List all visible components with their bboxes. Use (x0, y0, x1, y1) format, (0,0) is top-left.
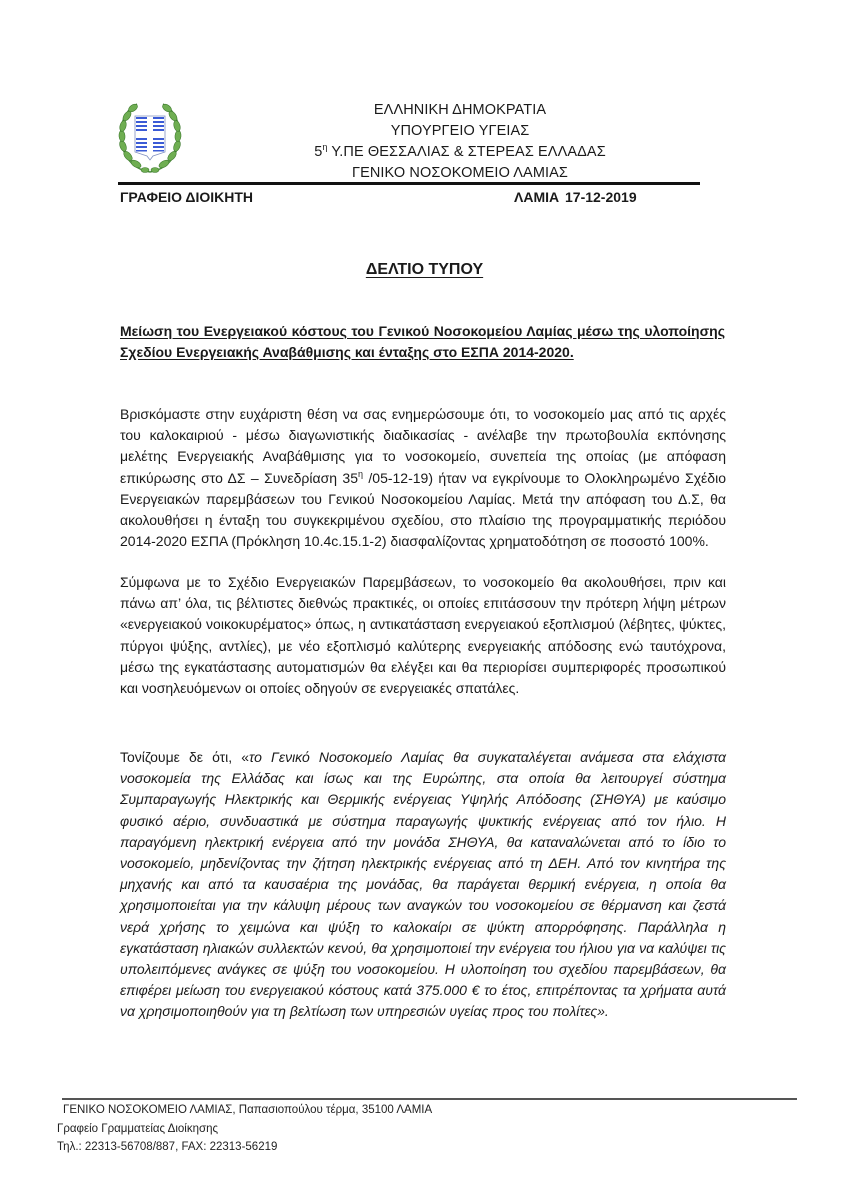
letterhead-country: ΕΛΛΗΝΙΚΗ ΔΗΜΟΚΡΑΤΙΑ (373, 102, 547, 118)
letterhead (290, 100, 630, 184)
letterhead-region: $5^\eta$ Υ.ΠΕ ΘΕΣΣΑΛΙΑΣ & ΣΤΕΡΕΑΣ ΕΛΛΑΔΑΣ (314, 142, 606, 160)
letterhead-ministry: ΥΠΟΥΡΓΕΙΟ ΥΓΕΙΑΣ (390, 123, 530, 139)
body-paragraph-2: Σύμφωνα με το Σχέδιο Ενεργειακών Παρεμβάσεων, το νοσοκομείο θα ακολουθήσει, πριν και πάνω απ’ όλα, τις βέλτιστες διεθνώς πρακτικές, οι οποίες επιτάσσουν την πρότερη λήψη μέτρων «ενεργειακού νοικοκυρέματος» όπως, η αντικατάσταση ενεργειακού εξοπλισμού (λέβητες, ψύκτες, πύργοι ψύξης, αντλίες), με νέο εξοπλισμό καλύτερης ενεργειακής απόδοσης ενώ ταυτόχρονα, μέσω της εγκατάστασης αυτοματισμών θα ελέγξει και θα περιορίσει συμπεριφορές προσωπικού και νοσηλευόμενων οι οποίες οδηγούν σε ενεργειακές σπατάλες. (120, 574, 726, 697)
press-release-subject: Μείωση του Ενεργειακού κόστους του Γενικού Νοσοκομείου Λαμίας μέσω της υλοποίησης Σχεδίου Ενεργειακής Αναβάθμισης και ένταξης στο ΕΣΠΑ 2014-2020. (120, 323, 725, 360)
quoted-statement: το Γενικό Νοσοκομείο Λαμίας θα συγκαταλέγεται ανάμεσα στα ελάχιστα νοσοκομεία της Ελλάδας και ίσως και της Ευρώπης, στα οποία θα λειτουργεί σύστημα Συμπαραγωγής Ηλεκτρικής και Θερμικής ενέργειας Υψηλής Απόδοσης (ΣΗΘΥΑ) με καύσιμο φυσικό αέριο, συνδυαστικά με σύστημα παραγωγής ψυκτικής ενέργειας από τον ήλιο. Η παραγόμενη ηλεκτρική ενέργεια από την μονάδα ΣΗΘΥΑ, θα καταναλώνεται από το ίδιο το νοσοκομείο, μηδενίζοντας την ζήτηση ηλεκτρικής ενέργειας από τη ΔΕΗ. Από τον κινητήρα της μηχανής και από τα καυσαέρια της μονάδας, θα παράγεται θερμική ενέργεια, η οποία θα χρησιμοποιείται για την κάλυψη μέρους των αναγκών του νοσοκομείου σε θέρμανση και ζεστά νερά χρήσης το χειμώνα και ψύξη το καλοκαίρι σε ψύκτη απορρόφησης. Παράλληλα η εγκατάσταση ηλιακών συλλεκτών κενού, θα χρησιμοποιεί την ενέργεια του ήλιου για να καλύψει τις υπολειπόμενες ανάγκες σε ψύξη του νοσοκομείου. Η υλοποίηση του σχεδίου παρεμβάσεων, θα επιφέρει μείωση του ενεργειακού κόστους κατά 375.000 € το έτος, επιτρέποντας τα χρήματα αυτά να χρησιμοποιηθούν για τη βελτίωση των υπηρεσιών υγείας προς του πολίτες». (120, 749, 726, 1020)
footer-address: ΓΕΝΙΚΟ ΝΟΣΟΚΟΜΕΙΟ ΛΑΜΙΑΣ, Παπασιοπούλου τέρμα, 35100 ΛΑΜΙΑ (63, 1104, 433, 1116)
body-paragraph-3: Τονίζουμε δε ότι, «το Γενικό Νοσοκομείο Λαμίας θα συγκαταλέγεται ανάμεσα στα ελάχιστα νοσοκομεία της Ελλάδας και ίσως και της Ευρώπης, στα οποία θα λειτουργεί σύστημα Συμπαραγωγής Ηλεκτρικής και Θερμικής ενέργειας Υψηλής Απόδοσης (ΣΗΘΥΑ) με καύσιμο φυσικό αέριο, συνδυαστικά με σύστημα παραγωγής ψυκτικής ενέργειας από τον ήλιο. Η παραγόμενη ηλεκτρική ενέργεια από την μονάδα ΣΗΘΥΑ, θα καταναλώνεται από το ίδιο το νοσοκομείο, μηδενίζοντας την ζήτηση ηλεκτρικής ενέργειας από τη ΔΕΗ. Από τον κινητήρα της μηχανής και από τα καυσαέρια της μονάδας, θα παράγεται θερμική ενέργεια, η οποία θα χρησιμοποιείται για την κάλυψη μέρους των αναγκών του νοσοκομείου σε θέρμανση και ζεστά νερά χρήσης το χειμώνα και ψύξη το καλοκαίρι σε ψύκτη απορρόφησης. Παράλληλα η εγκατάσταση ηλιακών συλλεκτών κενού, θα χρησιμοποιεί την ενέργεια του ήλιου για να καλύψει τις υπολειπόμενες ανάγκες σε ψύξη του νοσοκομείου. Η υλοποίηση του σχεδίου παρεμβάσεων, θα επιφέρει μείωση του ενεργειακού κόστους κατά 375.000 € το έτος, επιτρέποντας τα χρήματα αυτά να χρησιμοποιηθούν για τη βελτίωση των υπηρεσιών υγείας προς του πολίτες». (120, 749, 726, 1020)
footer-department: Γραφείο Γραμματείας Διοίκησης (57, 1122, 219, 1135)
office-label: ΓΡΑΦΕΙΟ ΔΙΟΙΚΗΤΗ (120, 189, 254, 205)
letterhead-hospital: ΓΕΝΙΚΟ ΝΟΣΟΚΟΜΕΙΟ ΛΑΜΙΑΣ (352, 165, 568, 181)
footer-divider (62, 1098, 797, 1100)
document-title: ΔΕΛΤΙΟ ΤΥΠΟΥ (365, 261, 484, 278)
footer (57, 1101, 432, 1157)
place-date: ΛΑΜΙΑ 17-12-2019 (514, 189, 637, 205)
body-paragraph-1: Βρισκόμαστε στην ευχάριστη θέση να σας ενημερώσουμε ότι, το νοσοκομείο μας από τις αρχές του καλοκαιριού - μέσω διαγωνιστικής διαδικασίας - ανέλαβε την πρωτοβουλία εκπόνησης μελέτης Ενεργειακής Αναβάθμισης για το νοσοκομείο, συνεπεία της οποίας (με απόφαση επικύρωσης στο ΔΣ – Συνεδρίαση $35^\eta$ /05-12-19) ήταν να εγκρίνουμε το Ολοκληρωμένο Σχέδιο Ενεργειακών παρεμβάσεων του Γενικού Νοσοκομείου Λαμίας. Μετά την απόφαση του Δ.Σ, θα ακολουθήσει η ένταξη του συγκεκριμένου σχεδίου, στο πλαίσιο της προγραμματικής περιόδου 2014-2020 ΕΣΠΑ (Πρόκληση 10.4c.15.1-2) διασφαλίζοντας χρηματοδότηση σε ποσοστό 100%. (120, 406, 726, 550)
greek-coat-of-arms-icon (115, 98, 185, 178)
header-divider (118, 182, 700, 185)
footer-contact: Τηλ.: 22313-56708/887, FAX: 22313-56219 (57, 1141, 278, 1153)
